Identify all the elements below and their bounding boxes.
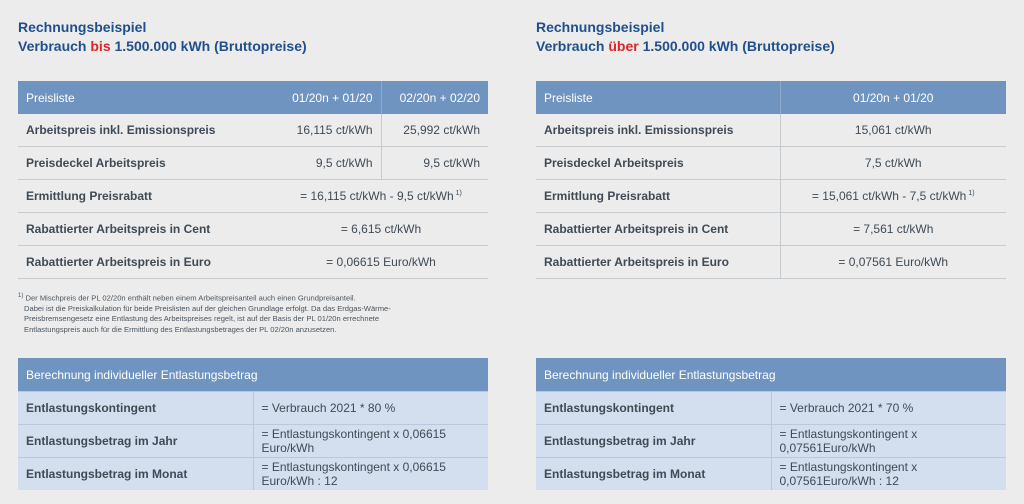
row-value: 9,5 ct/kWh	[381, 147, 488, 180]
row-label: Rabattierter Arbeitspreis in Cent	[536, 213, 780, 246]
table-row	[536, 425, 1006, 458]
left-title-line1: Rechnungsbeispiel	[18, 19, 147, 35]
row-label: Preisdeckel Arbeitspreis	[18, 147, 274, 180]
table-row	[18, 392, 488, 425]
row-label: Entlastungsbetrag im Monat	[18, 458, 253, 491]
row-value: = Entlastungskontingent x 0,06615 Euro/kWh	[253, 425, 488, 458]
row-value: 15,061 ct/kWh	[780, 114, 1006, 147]
table-row	[18, 180, 488, 213]
row-value	[780, 180, 1006, 213]
footnote-text: Der Mischpreis der PL 02/20n enthält neben einem Arbeitspreisanteil auch einen Grundpreisanteil.	[25, 293, 356, 303]
footnote-line: Dabei ist die Preiskalkulation für beide Preislisten auf der gleichen Grundlage erfolgt. Da das Erdgas-Wärme-	[24, 303, 391, 313]
row-value: = Entlastungskontingent x 0,07561Euro/kWh	[771, 425, 1006, 458]
left-price-header-label: Preisliste	[18, 81, 274, 114]
table-row	[18, 147, 488, 180]
footnote-line	[18, 291, 488, 304]
right-title-highlight: über	[608, 38, 639, 54]
row-merged-value: = 0,06615 Euro/kWh	[274, 246, 488, 279]
right-relief-header-row	[536, 358, 1006, 392]
footnote-ref: 1)	[455, 190, 462, 197]
row-value: = 7,561 ct/kWh	[780, 213, 1006, 246]
value-text: = 15,061 ct/kWh - 7,5 ct/kWh	[811, 189, 967, 203]
table-row	[536, 147, 1006, 180]
row-label: Entlastungskontingent	[536, 392, 771, 425]
row-merged-value	[274, 180, 488, 213]
footnote	[18, 291, 488, 335]
table-row	[536, 213, 1006, 246]
right-relief-header: Berechnung individueller Entlastungsbetrag	[536, 358, 1006, 392]
row-value: 7,5 ct/kWh	[780, 147, 1006, 180]
footnote-mark: 1)	[18, 293, 24, 299]
row-value: 9,5 ct/kWh	[274, 147, 381, 180]
footnote-line: Preisbremsengesetz eine Entlastung des Arbeitspreises regelt, ist auf der Basis der PL 01/20n errechnete	[24, 314, 380, 324]
row-label: Ermittlung Preisrabatt	[18, 180, 274, 213]
table-row	[18, 458, 488, 491]
footnote-ref: 1)	[968, 190, 975, 197]
table-row	[536, 180, 1006, 213]
right-price-header-col1: 01/20n + 01/20	[780, 81, 1006, 114]
row-label: Rabattierter Arbeitspreis in Euro	[536, 246, 780, 279]
row-label: Ermittlung Preisrabatt	[536, 180, 780, 213]
row-value: = Verbrauch 2021 * 70 %	[771, 392, 1006, 425]
table-row	[536, 114, 1006, 147]
right-title-pre: Verbrauch	[536, 38, 609, 54]
left-price-header-col1: 01/20n + 01/20	[274, 81, 381, 114]
right-title-line1: Rechnungsbeispiel	[536, 19, 665, 35]
left-title-pre: Verbrauch	[18, 38, 91, 54]
row-label: Entlastungsbetrag im Jahr	[536, 425, 771, 458]
table-row	[536, 246, 1006, 279]
row-label: Entlastungsbetrag im Jahr	[18, 425, 253, 458]
left-title	[18, 18, 307, 56]
left-relief-table	[18, 358, 488, 490]
table-row	[18, 213, 488, 246]
right-relief-table	[536, 358, 1006, 490]
row-value: = 0,07561 Euro/kWh	[780, 246, 1006, 279]
row-label: Entlastungskontingent	[18, 392, 253, 425]
right-title-line2	[536, 37, 835, 56]
row-label: Arbeitspreis inkl. Emissionspreis	[18, 114, 274, 147]
footnote-line: Entlastungspreis auch für die Ermittlung des Entlastungsbetrages der PL 02/20n anzusetzen.	[24, 324, 337, 334]
row-label: Entlastungsbetrag im Monat	[536, 458, 771, 491]
row-value: 16,115 ct/kWh	[274, 114, 381, 147]
right-price-table	[536, 81, 1006, 279]
row-label: Rabattierter Arbeitspreis in Cent	[18, 213, 274, 246]
right-title	[536, 18, 835, 56]
left-price-table	[18, 81, 488, 279]
right-price-header-row	[536, 81, 1006, 114]
table-row	[18, 246, 488, 279]
table-row	[18, 114, 488, 147]
left-price-header-col2: 02/20n + 02/20	[381, 81, 488, 114]
table-row	[18, 425, 488, 458]
left-relief-header-row	[18, 358, 488, 392]
left-price-header-row	[18, 81, 488, 114]
row-value: = Verbrauch 2021 * 80 %	[253, 392, 488, 425]
left-relief-header: Berechnung individueller Entlastungsbetrag	[18, 358, 488, 392]
table-row	[536, 458, 1006, 491]
right-price-header-label: Preisliste	[536, 81, 780, 114]
left-title-line2	[18, 37, 307, 56]
row-value: = Entlastungskontingent x 0,06615 Euro/kWh : 12	[253, 458, 488, 491]
left-title-post: 1.500.000 kWh (Bruttopreise)	[110, 38, 307, 54]
left-title-highlight: bis	[90, 38, 111, 54]
row-label: Arbeitspreis inkl. Emissionspreis	[536, 114, 780, 147]
table-row	[536, 392, 1006, 425]
row-label: Preisdeckel Arbeitspreis	[536, 147, 780, 180]
row-merged-value: = 6,615 ct/kWh	[274, 213, 488, 246]
row-value: = Entlastungskontingent x 0,07561Euro/kWh : 12	[771, 458, 1006, 491]
right-title-post: 1.500.000 kWh (Bruttopreise)	[638, 38, 835, 54]
row-label: Rabattierter Arbeitspreis in Euro	[18, 246, 274, 279]
row-value: 25,992 ct/kWh	[381, 114, 488, 147]
merged-text: = 16,115 ct/kWh - 9,5 ct/kWh	[300, 189, 454, 203]
